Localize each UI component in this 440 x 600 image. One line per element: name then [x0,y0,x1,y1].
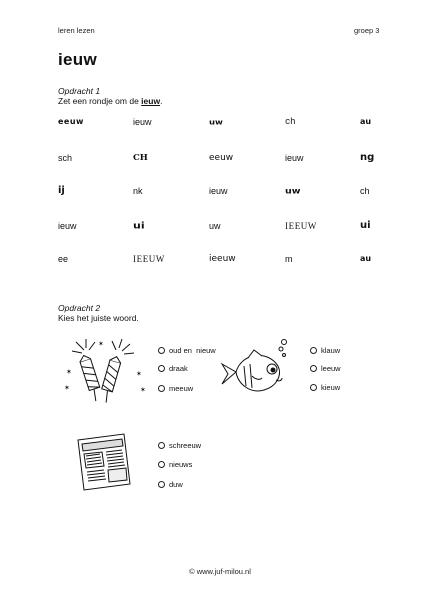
grid-cell[interactable]: ng [360,152,375,163]
grid-cell[interactable]: au [360,254,372,263]
instruction-target-word: ieuw [141,96,161,106]
option-leeuw[interactable] [310,364,341,373]
svg-text:✶: ✶ [64,384,70,392]
option-oud-en-nieuw[interactable] [158,346,216,355]
option-label: nieuws [169,460,193,469]
grid-cell[interactable]: eeuw [58,117,84,126]
option-label: kieuw [321,383,341,392]
radio-button[interactable] [158,347,165,354]
grid-cell[interactable]: CH [133,153,148,163]
option-schreeuw[interactable] [158,441,201,450]
header-right: groep 3 [354,26,380,35]
radio-button[interactable] [158,481,165,488]
opdracht1-label: Opdracht 1 [58,86,101,96]
grid-cell[interactable]: ee [58,254,69,264]
option-duw[interactable] [158,480,183,489]
grid-cell[interactable]: ij [58,185,65,196]
grid-cell[interactable]: ch [285,117,296,127]
option-label: klauw [321,346,341,355]
grid-cell[interactable]: au [360,117,372,126]
grid-cell[interactable]: ieuw [58,221,77,231]
grid-cell[interactable]: ieeuw [209,254,236,264]
svg-text:✶: ✶ [136,370,142,378]
option-meeuw[interactable] [158,384,193,393]
option-draak[interactable] [158,364,188,373]
svg-text:✶: ✶ [140,386,146,394]
grid-cell[interactable]: IEEUW [133,254,165,264]
grid-cell[interactable]: uw [209,221,221,231]
option-label: meeuw [169,384,194,393]
opdracht2-label: Opdracht 2 [58,303,101,313]
radio-button[interactable] [310,347,317,354]
option-label: duw [169,480,183,489]
radio-button[interactable] [158,442,165,449]
grid-cell[interactable]: ch [360,186,370,196]
svg-text:✶: ✶ [98,340,104,348]
radio-button[interactable] [310,384,317,391]
grid-cell[interactable]: m [285,254,293,264]
instruction-period: . [160,96,163,106]
option-kieuw[interactable] [310,383,340,392]
fish-picture [218,336,296,398]
radio-button[interactable] [158,461,165,468]
radio-button[interactable] [158,385,165,392]
grid-cell[interactable]: uw [209,119,223,127]
grid-cell[interactable]: sch [58,153,73,163]
fireworks-picture [62,338,152,408]
option-label: oud en nieuw [169,346,216,355]
grid-cell[interactable]: ieuw [133,117,152,127]
grid-cell[interactable]: uw [285,187,301,196]
instruction-text: Zet een rondje om de [58,96,142,106]
option-label: schreeuw [169,441,202,450]
radio-button[interactable] [158,365,165,372]
svg-text:✶: ✶ [66,368,72,376]
grid-cell[interactable]: ui [360,220,371,231]
grid-cell[interactable]: IEEUW [285,221,317,231]
grid-cell[interactable]: ui [133,220,145,231]
opdracht2-instruction: Kies het juiste woord. [58,313,139,323]
option-label: draak [169,364,188,373]
option-klauw[interactable] [310,346,340,355]
grid-cell[interactable]: eeuw [209,153,234,163]
option-label: leeuw [321,364,341,373]
grid-cell[interactable]: ieuw [285,153,304,163]
footer-copyright: © www.juf-milou.nl [189,567,251,576]
grid-cell[interactable]: ieuw [209,186,228,196]
grid-cell[interactable]: nk [133,186,143,196]
opdracht1-instruction [58,96,162,106]
radio-button[interactable] [310,365,317,372]
page-title: ieuw [58,50,97,69]
option-nieuws[interactable] [158,460,192,469]
header-left: leren lezen [58,26,95,35]
newspaper-picture [70,432,136,494]
